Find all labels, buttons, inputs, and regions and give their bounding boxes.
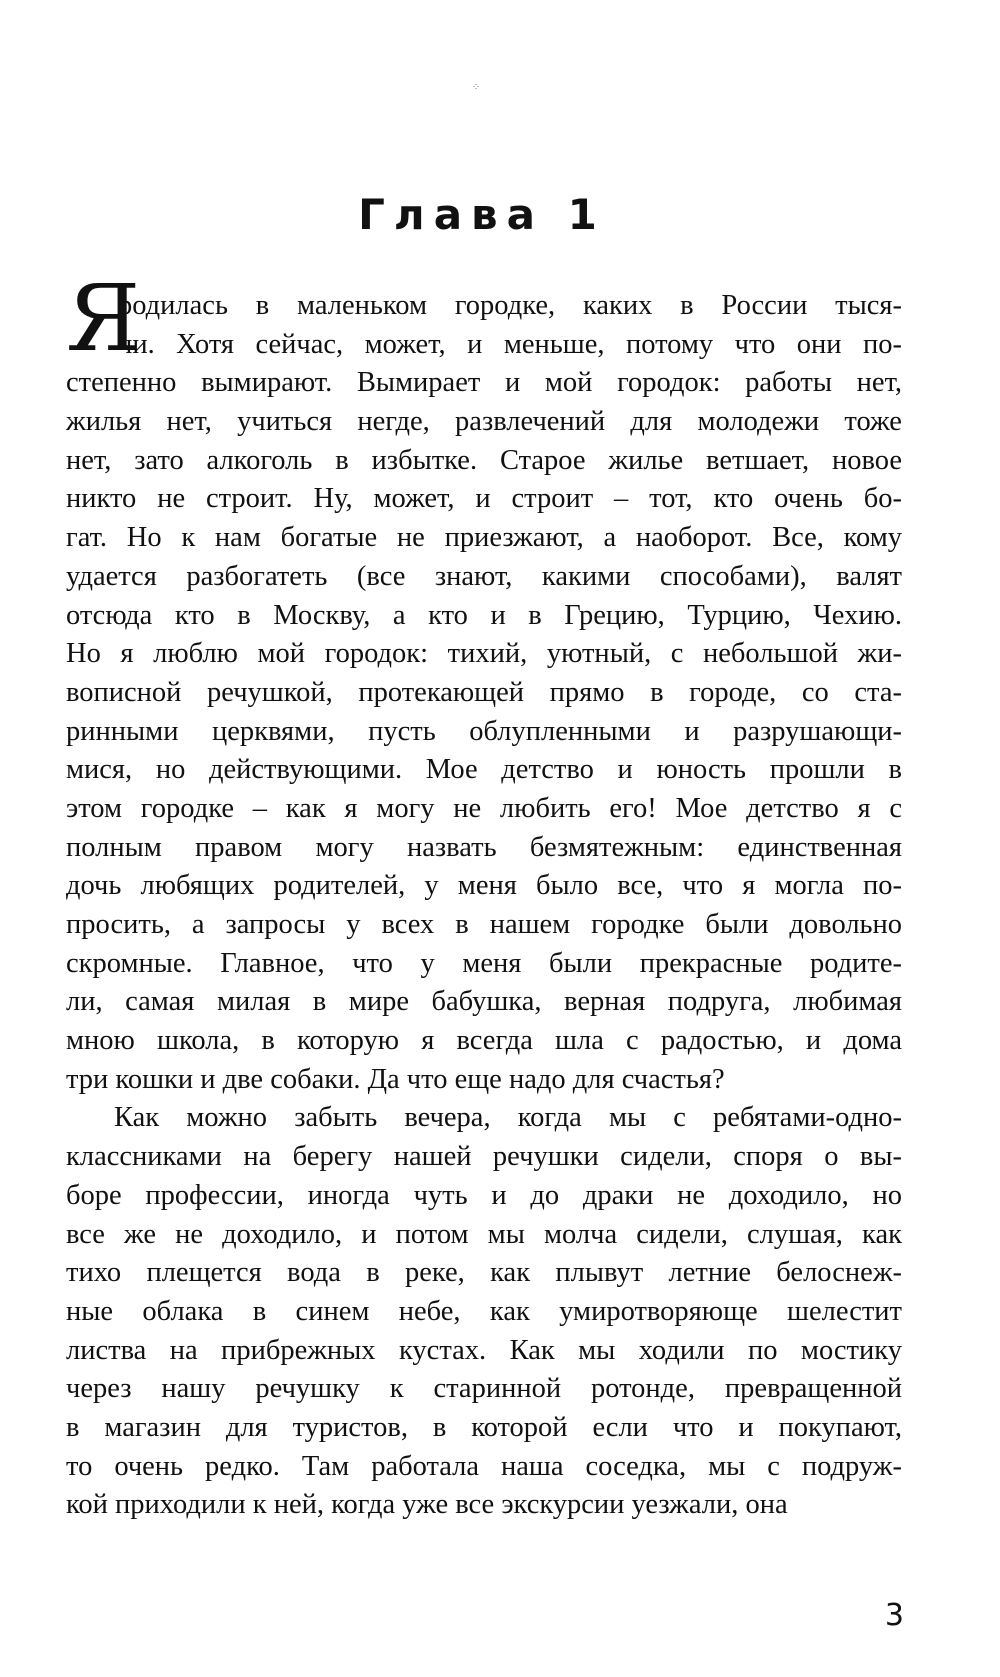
text-line: в магазин для туристов, в которой если что и покупают, xyxy=(66,1411,902,1443)
text-line: ринными церквями, пусть облупленными и разрушающи- xyxy=(66,715,903,747)
text-line: Но я люблю мой городок: тихий, уютный, с небольшой жи- xyxy=(66,638,902,670)
drop-cap: Я xyxy=(66,265,141,372)
text-line: вописной речушкой, протекающей прямо в городе, со ста- xyxy=(66,676,902,708)
text-line: тихо плещется вода в реке, как плывут летние белоснеж- xyxy=(66,1257,903,1289)
text-line: ные облака в синем небе, как умиротворяюще шелестит xyxy=(66,1295,903,1327)
text-line: родилась в маленьком городке, каких в России тыся- xyxy=(118,290,902,321)
text-line: никто не строит. Ну, может, и строит – тот, кто очень бо- xyxy=(66,483,903,515)
text-line: все же не доходило, и потом мы молча сидели, слушая, как xyxy=(66,1218,902,1250)
text-line: классниками на берегу нашей речушки сидели, споря о вы- xyxy=(66,1141,903,1173)
chapter-body xyxy=(66,265,903,1525)
page-number: 3 xyxy=(884,1598,904,1633)
text-line: отсюда кто в Москву, а кто и в Грецию, Турцию, Чехию. xyxy=(66,599,903,631)
text-line: ли, самая милая в мире бабушка, верная подруга, любимая xyxy=(66,986,902,1018)
paragraph xyxy=(66,287,902,1099)
chapter-title: Глава 1 xyxy=(358,190,606,239)
text-line: дочь любящих родителей, у меня было все, что я могла по- xyxy=(66,870,902,902)
text-line: мною школа, в которую я всегда шла с радостью, и дома xyxy=(66,1025,903,1057)
text-line: через нашу речушку к старинной ротонде, превращенной xyxy=(66,1373,902,1405)
text-line: листва на прибрежных кустах. Как мы ходили по мостику xyxy=(66,1334,902,1366)
chapter-ornament-icon: ⁘ xyxy=(471,82,481,93)
paragraph xyxy=(66,1099,902,1525)
text-line: просить, а запросы у всех в нашем городке были довольно xyxy=(66,909,903,940)
text-line: жилья нет, учиться негде, развлечений для молодежи тоже xyxy=(66,406,902,438)
text-line: степенно вымирают. Вымирает и мой городок: работы нет, xyxy=(66,367,903,399)
text-line: мися, но действующими. Мое детство и юность прошли в xyxy=(66,754,902,786)
text-line: скромные. Главное, что у меня были прекрасные родите- xyxy=(66,947,903,979)
text-line: этом городке – как я могу не любить его! Мое детство я с xyxy=(66,792,903,824)
text-line: то очень редко. Там работала наша соседка, мы с подруж- xyxy=(66,1450,902,1482)
text-line: кой приходили к ней, когда уже все экскурсии уезжали, она xyxy=(66,1489,788,1521)
text-line: полным правом могу назвать безмятежным: единственная xyxy=(66,831,902,863)
text-line: удается разбогатеть (все знают, какими способами), валят xyxy=(66,560,903,592)
text-line: гат. Но к нам богатые не приезжают, а наоборот. Все, кому xyxy=(66,522,902,554)
text-line: Как можно забыть вечера, когда мы с ребятами-одно- xyxy=(114,1102,903,1134)
text-line: три кошки и две собаки. Да что еще надо для счастья? xyxy=(66,1063,725,1095)
text-line: боре профессии, иногда чуть и до драки не доходило, но xyxy=(66,1179,902,1211)
text-line: чи. Хотя сейчас, может, и меньше, потому что они по- xyxy=(118,328,902,360)
text-line: нет, зато алкоголь в избытке. Старое жилье ветшает, новое xyxy=(66,444,902,476)
